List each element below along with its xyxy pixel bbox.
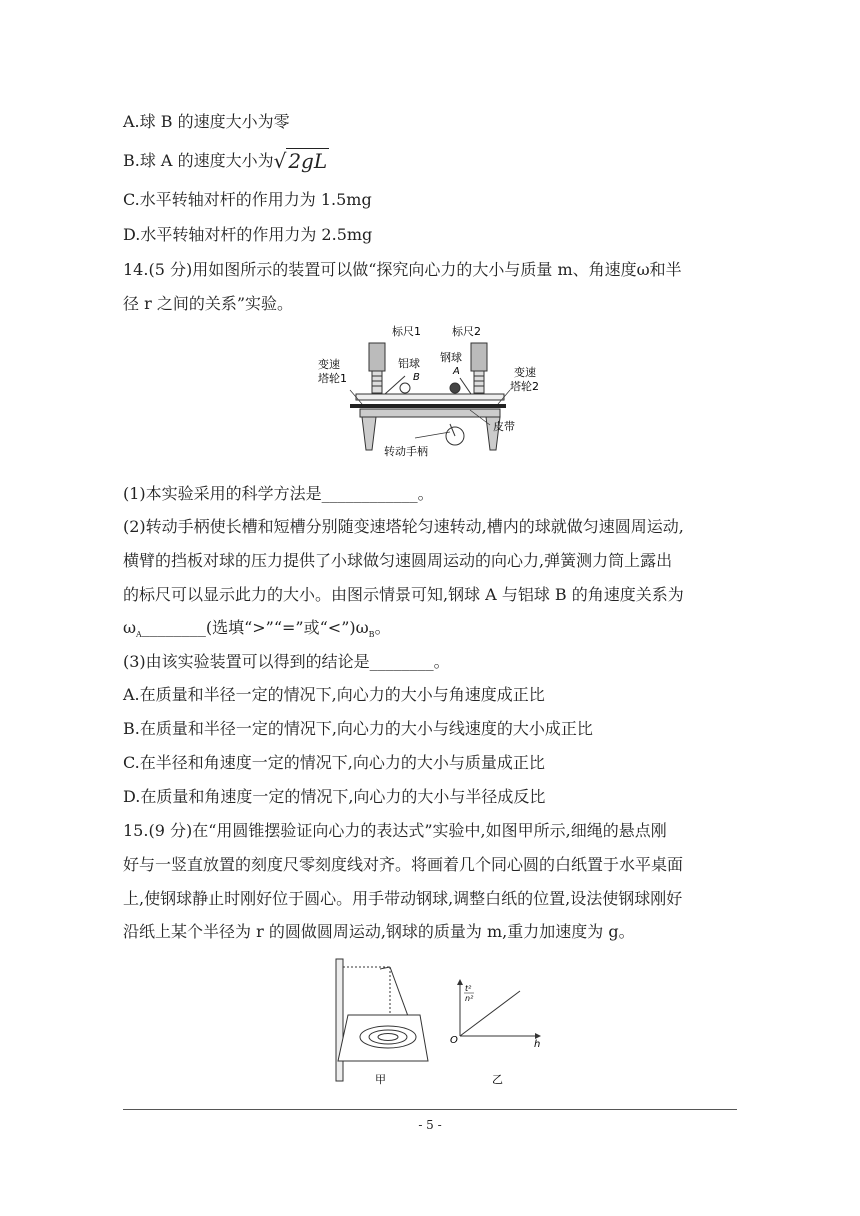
label-aluminum-ball: 铝球 [398, 357, 420, 370]
q13-option-b-text: B.球 A 的速度大小为 [123, 151, 274, 170]
label-tower-wheel2-a: 变速 [514, 366, 536, 379]
graph-origin: O [450, 1035, 458, 1046]
conical-pendulum-figure [320, 955, 550, 1090]
q14-option-c: C.在半径和角速度一定的情况下,向心力的大小与质量成正比 [123, 753, 545, 772]
label-yi: 乙 [492, 1073, 503, 1086]
belt [350, 404, 506, 408]
q13-option-a: A.球 B 的速度大小为零 [123, 112, 290, 131]
slot-arm [356, 394, 504, 400]
omega-line-end: 。 [374, 618, 391, 637]
q13-option-d: D.水平转轴对杆的作用力为 2.5mg [123, 225, 373, 244]
q14-part2-line4 [123, 617, 391, 642]
paper-sheet [338, 1015, 428, 1061]
scale-left [372, 371, 382, 393]
omega-b-subscript: B [368, 630, 375, 639]
q14-part2-line1: (2)转动手柄使长槽和短槽分别随变速塔轮匀速转动,槽内的球就做匀速圆周运动, [123, 517, 684, 536]
label-belt: 皮带 [493, 420, 515, 433]
label-scale1: 标尺1 [392, 325, 421, 338]
label-tower-wheel1-a: 变速 [318, 358, 340, 371]
q14-part1: (1)本实验采用的科学方法是____________。 [123, 484, 434, 503]
q15-line3: 上,使钢球静止时刚好位于圆心。用手带动钢球,调整白纸的位置,设法使钢球刚好 [123, 889, 683, 908]
graph-y-den: n² [465, 994, 474, 1003]
q13-option-c: C.水平转轴对杆的作用力为 1.5mg [123, 190, 372, 209]
label-tower-wheel1-b: 塔轮1 [318, 372, 347, 385]
label-tower-wheel2-b: 塔轮2 [510, 380, 539, 393]
scale-right [474, 371, 484, 393]
page-number: - 5 - [418, 1118, 442, 1132]
omega-a-subscript: A [136, 630, 142, 639]
sqrt-radicand: 2gL [288, 149, 328, 173]
q15-line2: 好与一竖直放置的刻度尺零刻度线对齐。将画着几个同心圆的白纸置于水平桌面 [123, 855, 684, 874]
label-ball-b: B [413, 372, 420, 383]
q14-option-a: A.在质量和半径一定的情况下,向心力的大小与角速度成正比 [123, 685, 545, 704]
q15-line4: 沿纸上某个半径为 r 的圆做圆周运动,钢球的质量为 m,重力加速度为 g。 [123, 922, 635, 941]
spring-tube-right [471, 343, 487, 371]
q15-line1: 15.(9 分)在“用圆锥摆验证向心力的表达式”实验中,如图甲所示,细绳的悬点刚 [123, 821, 667, 840]
graph-y-num: t² [465, 984, 472, 993]
label-handle: 转动手柄 [384, 445, 428, 458]
q14-part2-line2: 横臂的挡板对球的压力提供了小球做匀速圆周运动的向心力,弹簧测力筒上露出 [123, 551, 673, 570]
steel-ball-a [450, 383, 460, 393]
label-steel-ball: 钢球 [440, 351, 462, 364]
table-leg-left [362, 417, 376, 450]
q14-part2-line3: 的标尺可以显示此力的大小。由图示情景可知,钢球 A 与铝球 B 的角速度关系为 [123, 585, 684, 604]
table-top [360, 409, 500, 417]
q14-part3: (3)由该实验装置可以得到的结论是________。 [123, 652, 450, 671]
label-ball-a: A [453, 366, 460, 377]
omega-blank-choice: ________(选填“>”“=”或“<”)ω [141, 618, 369, 637]
graph-x-label: h [534, 1039, 541, 1050]
q14-stem-line2: 径 r 之间的关系”实验。 [123, 294, 294, 313]
sqrt-formula: √ 2gL [273, 149, 328, 173]
q14-stem-line1: 14.(5 分)用如图所示的装置可以做“探究向心力的大小与质量 m、角速度ω和半 [123, 260, 682, 279]
omega-a: ω [123, 618, 137, 637]
label-scale2: 标尺2 [452, 325, 481, 338]
q13-option-b [123, 148, 329, 172]
q14-option-d: D.在质量和角速度一定的情况下,向心力的大小与半径成反比 [123, 787, 546, 806]
q14-option-b: B.在质量和半径一定的情况下,向心力的大小与线速度的大小成正比 [123, 719, 593, 738]
centripetal-apparatus-figure [300, 320, 550, 460]
aluminum-ball-b [400, 383, 410, 393]
label-jia: 甲 [375, 1073, 386, 1086]
footer-divider [123, 1109, 737, 1110]
vertical-ruler [336, 959, 343, 1081]
spring-tube-left [369, 343, 385, 371]
